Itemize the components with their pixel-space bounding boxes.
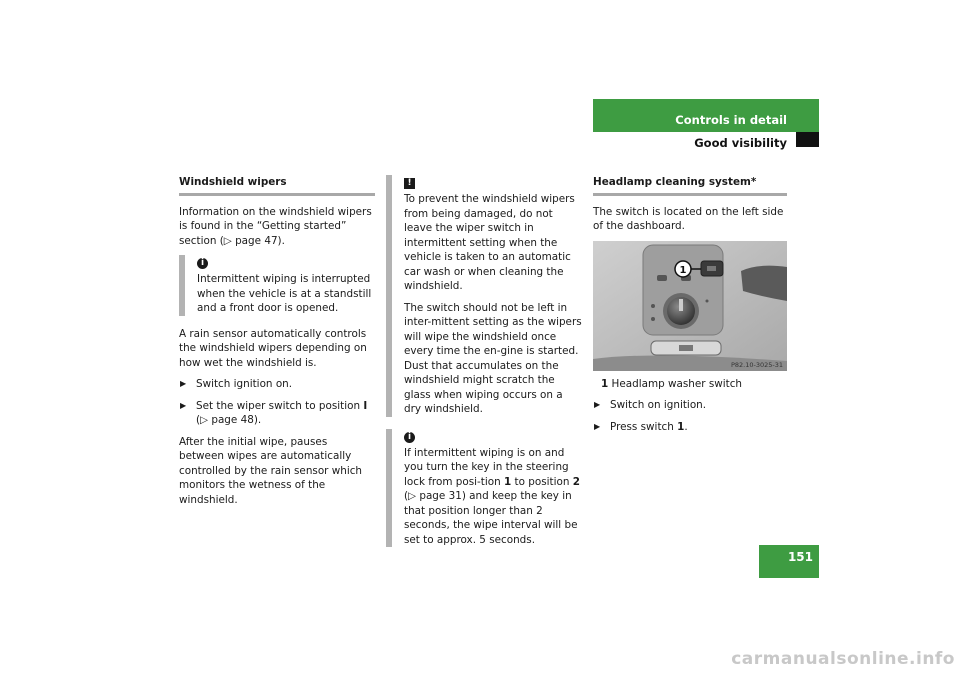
instruction-step: ▶ Switch on ignition. [593, 398, 787, 413]
instruction-step: ▶ Press switch 1. [593, 420, 787, 435]
warning-icon: ! [404, 178, 415, 189]
headlamp-switch-photo [593, 241, 787, 371]
paragraph: The switch is located on the left side of the dashboard. [593, 205, 784, 232]
info-note-text: If intermittent wiping is on and you turn the key in the steering lock from posi-tion 1 to position 2 (▷ page 31) and keep the key in that position longer than 2 seconds, the wipe interval will be set to approx. 5 seconds. [404, 446, 580, 546]
section-subtitle: Good visibility [694, 136, 787, 150]
header-marker [796, 132, 819, 147]
right-column [593, 175, 787, 441]
photo-code: P82.10-3025-31 [730, 360, 783, 369]
callout-number: 1 [679, 264, 687, 276]
paragraph: Information on the windshield wipers is found in the “Getting started” section (▷ page 47). [179, 205, 372, 247]
paragraph: After the initial wipe, pauses between wipes are automatically controlled by the rain sensor which monitors the wetness of the windshield. [179, 435, 363, 506]
paragraph: A rain sensor automatically controls the windshield wipers depending on how wet the windshield is. [179, 327, 367, 369]
warning-note [386, 175, 582, 417]
watermark: carmanualsonline.info [731, 649, 955, 669]
page-number: 151 [787, 550, 813, 564]
info-note-text: Intermittent wiping is interrupted when the vehicle is at a standstill and a front door is opened. [197, 273, 372, 314]
info-icon: i [197, 258, 208, 269]
warning-text: To prevent the windshield wipers from being damaged, do not leave the wiper switch in intermittent setting when the vehicle is taken to an automatic car wash or when cleaning the windshield. [404, 193, 575, 292]
warning-text: The switch should not be left in inter-mittent setting as the wipers will wipe the windshield once every time the en-gine is started. Dust that accumulates on the windshield might scratch the glass when wiping occurs on a dry windshield. [404, 301, 582, 415]
middle-column [386, 175, 582, 558]
info-icon: i [404, 432, 415, 443]
instruction-step: ▶ Switch ignition on. [179, 377, 375, 392]
section-title: Controls in detail [675, 113, 787, 127]
dashboard-illustration [593, 241, 787, 371]
left-column [179, 175, 375, 514]
photo-caption: 1 Headlamp washer switch [601, 377, 742, 390]
info-note [386, 429, 582, 548]
info-note [179, 255, 375, 316]
headlamp-cleaning-heading: Headlamp cleaning system* [593, 175, 787, 196]
windshield-wipers-heading: Windshield wipers [179, 175, 375, 196]
instruction-step: ▶ Set the wiper switch to position I (▷ page 48). [179, 399, 375, 428]
